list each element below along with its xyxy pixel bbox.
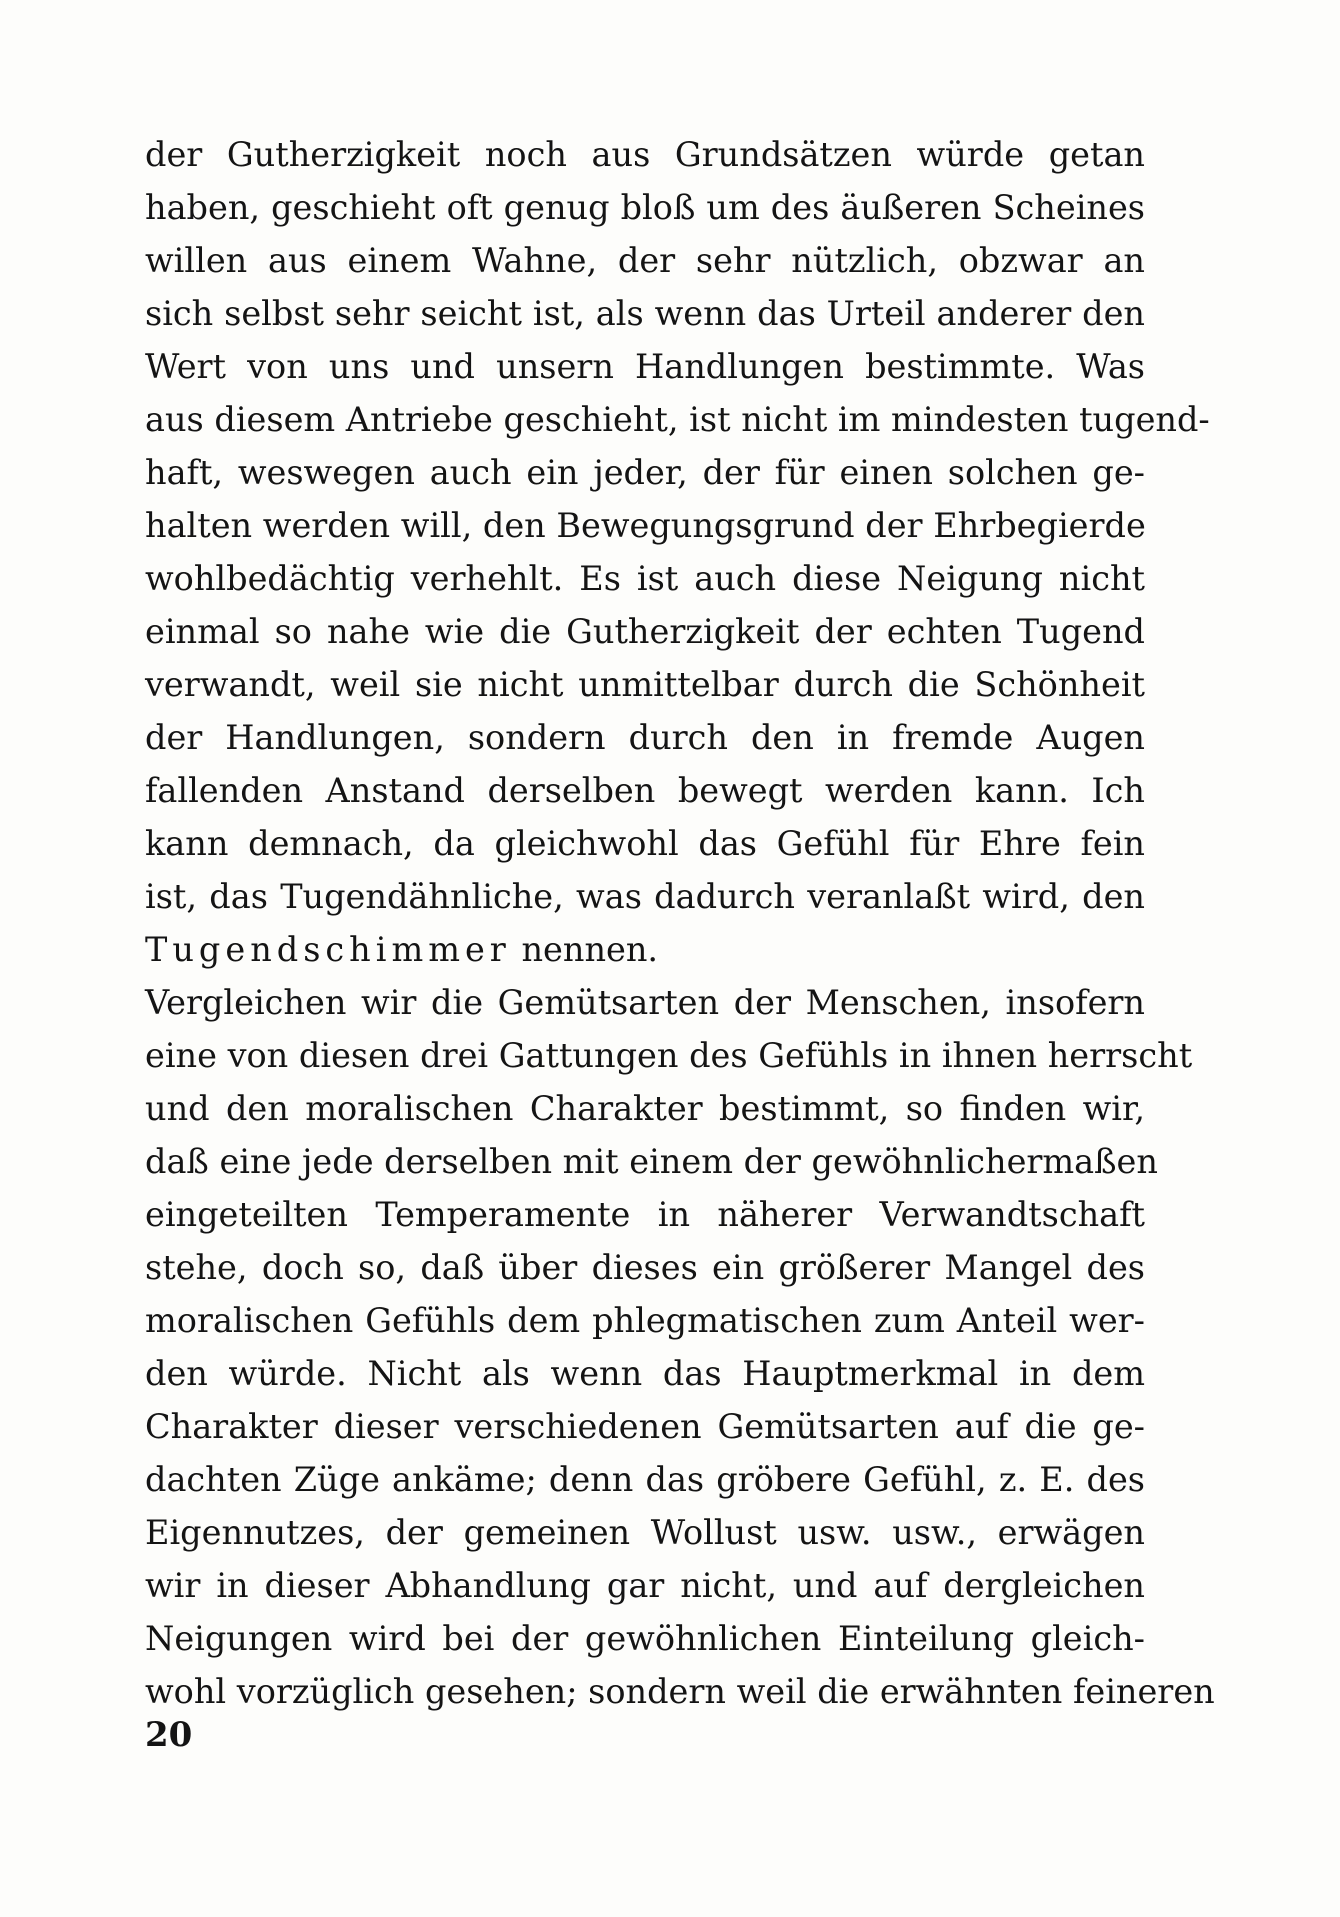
text-line: eingeteilten Temperamente in näherer Verwandtschaft [145,1195,1145,1234]
text-line: stehe, doch so, daß über dieses ein größerer Mangel des [145,1248,1145,1287]
text-line: daß eine jede derselben mit einem der gewöhnlichermaßen [145,1142,1158,1181]
text-line: aus diesem Antriebe geschieht, ist nicht im mindesten tugend- [145,400,1210,439]
text-line: verwandt, weil sie nicht unmittelbar durch die Schönheit [145,665,1145,704]
text-line: kann demnach, da gleichwohl das Gefühl für Ehre fein [145,824,1145,863]
text-line: der Handlungen, sondern durch den in fremde Augen [145,718,1145,757]
text-line: Wert von uns und unsern Handlungen bestimmte. Was [145,347,1145,386]
text-line: Vergleichen wir die Gemütsarten der Menschen, insofern [145,983,1145,1022]
text-line-emphasis [145,923,1145,976]
text-line: Eigennutzes, der gemeinen Wollust usw. usw., erwägen [145,1513,1145,1552]
text-line: wohlbedächtig verhehlt. Es ist auch diese Neigung nicht [145,559,1145,598]
body-text [145,128,1215,1718]
page-number: 20 [145,1715,193,1755]
text-line: der Gutherzigkeit noch aus Grundsätzen würde getan [145,135,1145,174]
text-line: willen aus einem Wahne, der sehr nützlich, obzwar an [145,241,1145,280]
text-line: dachten Züge ankäme; denn das gröbere Gefühl, z. E. des [145,1460,1145,1499]
text-line: moralischen Gefühls dem phlegmatischen zum Anteil wer- [145,1301,1145,1340]
text-line: und den moralischen Charakter bestimmt, so finden wir, [145,1089,1145,1128]
text-line: den würde. Nicht als wenn das Hauptmerkmal in dem [145,1354,1145,1393]
text-line: haft, weswegen auch ein jeder, der für einen solchen ge- [145,453,1145,492]
emphasis-tail: nennen. [510,930,659,969]
text-line: halten werden will, den Bewegungsgrund der Ehrbegierde [145,506,1146,545]
text-line: fallenden Anstand derselben bewegt werden kann. Ich [145,771,1145,810]
emphasized-word: Tugendschimmer [145,930,511,969]
text-line: haben, geschieht oft genug bloß um des äußeren Scheines [145,188,1145,227]
text-line: wir in dieser Abhandlung gar nicht, und auf dergleichen [145,1566,1145,1605]
text-line: Neigungen wird bei der gewöhnlichen Einteilung gleich- [145,1619,1145,1658]
text-line: Charakter dieser verschiedenen Gemütsarten auf die ge- [145,1407,1145,1446]
text-line: einmal so nahe wie die Gutherzigkeit der echten Tugend [145,612,1145,651]
text-line: ist, das Tugendähnliche, was dadurch veranlaßt wird, den [145,877,1145,916]
text-line: wohl vorzüglich gesehen; sondern weil die erwähnten feineren [145,1672,1215,1711]
text-line: sich selbst sehr seicht ist, als wenn das Urteil anderer den [145,294,1145,333]
text-line: eine von diesen drei Gattungen des Gefühls in ihnen herrscht [145,1036,1193,1075]
